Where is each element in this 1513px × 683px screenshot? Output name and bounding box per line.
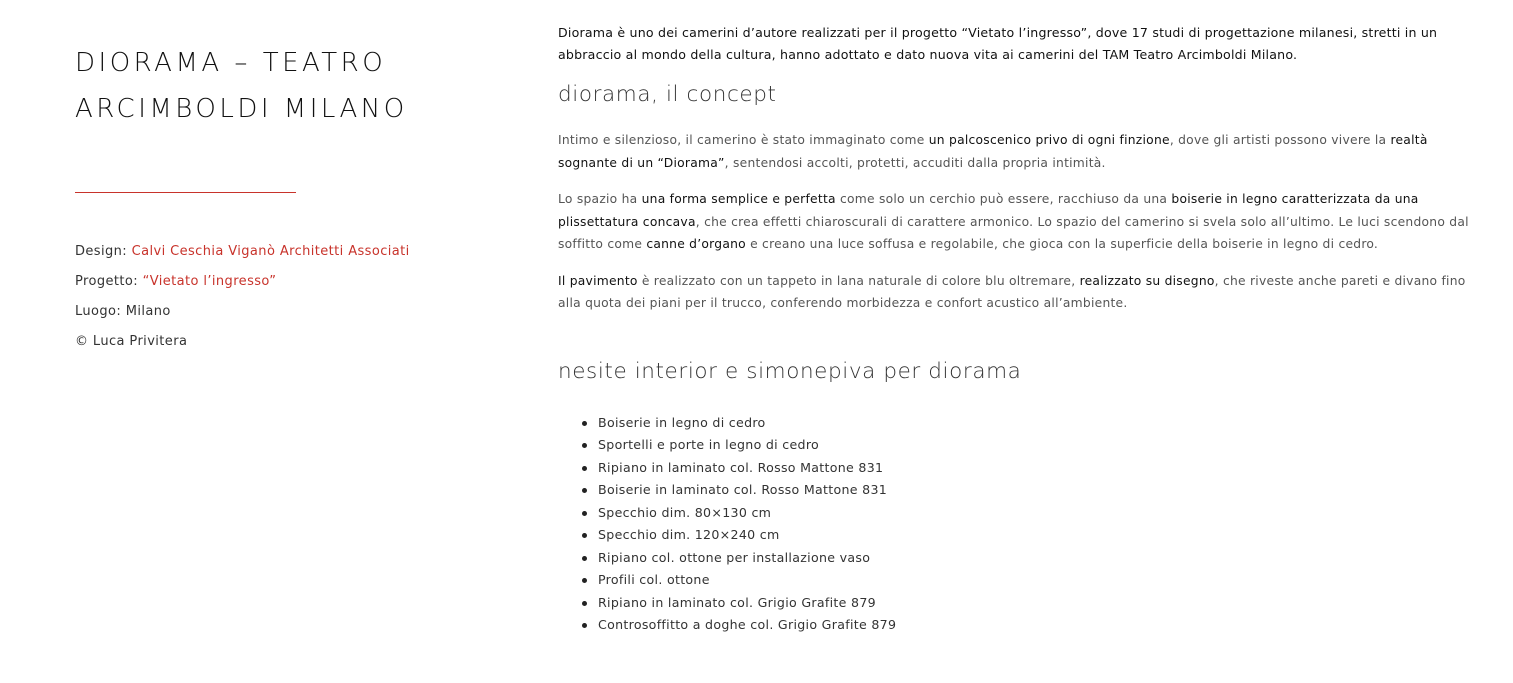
photo-copyright: © Luca Privitera: [75, 334, 188, 349]
list-item: [598, 524, 1483, 547]
project-title-line-2: ARCIMBOLDI MILANO: [75, 94, 408, 124]
concept-p1-bold-2: realtà sognante di un “Diorama”: [558, 133, 1428, 170]
luogo-label: Luogo:: [75, 304, 122, 319]
concept-paragraph-3: [558, 270, 1483, 315]
concept-p2-bold-2: boiserie in legno caratterizzata da una plissettatura concava: [558, 192, 1419, 229]
intro-paragraph: Diorama è uno dei camerini d’autore realizzati per il progetto “Vietato l’ingresso”, dove 17 studi di progettazione milanesi, stretti in un abbraccio al mondo della cultura, hanno adottato e dato nuova vita ai camerini del TAM Teatro Arcimboldi Milano.: [558, 25, 1438, 62]
credit-design: [75, 237, 495, 267]
bullet-icon: [582, 601, 587, 606]
list-item: [598, 547, 1483, 570]
bullet-icon: [582, 623, 587, 628]
concept-p2-text-2: come solo un cerchio può essere, racchiuso da una: [835, 192, 1172, 206]
concept-p2-text-4: e creano una luce soffusa e regolabile, che gioca con la superficie della boiserie in legno di cedro.: [745, 237, 1379, 251]
list-item: [598, 457, 1483, 480]
project-credits: [75, 237, 495, 357]
list-item-text: Boiserie in laminato col. Rosso Mattone 831: [598, 482, 888, 497]
concept-p2-text-3: , che crea effetti chiaroscurali di carattere armonico. Lo spazio del camerino si svela solo all’ultimo. Le luci scendono dal soffitto come: [558, 214, 1469, 251]
project-sidebar: [75, 40, 495, 357]
concept-p2-bold-3: canne d’organo: [646, 237, 746, 251]
concept-p3-bold-1: Il pavimento: [558, 273, 638, 288]
list-item-text: Boiserie in legno di cedro: [598, 414, 766, 430]
concept-paragraph-2: [558, 188, 1483, 256]
project-title-line-1: DIORAMA – TEATRO: [75, 48, 387, 78]
list-item-text: Ripiano col. ottone per installazione vaso: [598, 549, 871, 565]
project-content: [558, 22, 1483, 637]
list-item-text: Specchio dim. 80×130 cm: [598, 504, 772, 520]
list-item: [598, 502, 1483, 525]
bullet-icon: [582, 443, 587, 448]
design-studio-link[interactable]: Calvi Ceschia Viganò Architetti Associati: [131, 244, 410, 259]
bullet-icon: [582, 511, 587, 516]
credit-progetto: [75, 267, 495, 297]
concept-p3-text-1: è realizzato con un tappeto in lana naturale di colore blu oltremare,: [637, 273, 1080, 288]
list-item: [598, 569, 1483, 592]
progetto-label: Progetto:: [75, 274, 139, 289]
bullet-icon: [582, 533, 587, 538]
list-item-text: Ripiano in laminato col. Rosso Mattone 831: [598, 459, 884, 475]
project-title: [75, 40, 495, 132]
bullet-icon: [582, 556, 587, 561]
concept-p2-bold-1: una forma semplice e perfetta: [641, 192, 836, 206]
red-divider: [75, 192, 296, 193]
list-item-text: Controsoffitto a doghe col. Grigio Grafite 879: [598, 617, 897, 632]
list-item-text: Sportelli e porte in legno di cedro: [598, 437, 820, 452]
list-item: [598, 614, 1483, 637]
list-item: [598, 479, 1483, 502]
concept-p3-bold-2: realizzato su disegno: [1079, 273, 1215, 288]
progetto-link[interactable]: “Vietato l’ingresso”: [142, 274, 277, 289]
concept-p2-text-1: Lo spazio ha: [558, 192, 642, 206]
concept-p1-text-1: Intimo e silenzioso, il camerino è stato immaginato come: [558, 133, 929, 147]
credit-luogo: [75, 297, 495, 327]
bullet-icon: [582, 466, 587, 471]
bullet-icon: [582, 488, 587, 493]
materials-list: [558, 412, 1483, 637]
bullet-icon: [582, 421, 587, 426]
list-item: [598, 412, 1483, 435]
concept-p1-bold-1: un palcoscenico privo di ogni finzione: [928, 133, 1170, 147]
list-item-text: Specchio dim. 120×240 cm: [598, 527, 780, 542]
materials-heading: nesite interior e simonepiva per diorama: [558, 358, 1022, 384]
list-item: [598, 434, 1483, 457]
bullet-icon: [582, 578, 587, 583]
list-item-text: Profili col. ottone: [598, 572, 710, 587]
concept-paragraph-1: [558, 129, 1483, 174]
luogo-value: Milano: [125, 304, 171, 319]
design-label: Design:: [75, 244, 128, 259]
concept-p1-text-2: , dove gli artisti possono vivere la: [1169, 133, 1391, 147]
concept-p1-text-3: , sentendosi accolti, protetti, accuditi dalla propria intimità.: [724, 155, 1106, 170]
list-item-text: Ripiano in laminato col. Grigio Grafite 879: [598, 594, 876, 610]
concept-heading: diorama, il concept: [558, 82, 777, 107]
concept-p3-text-2: , che riveste anche pareti e divano fino alla quota dei piani per il trucco, conferendo morbidezza e confort acustico all’ambiente.: [558, 273, 1466, 310]
list-item: [598, 592, 1483, 615]
